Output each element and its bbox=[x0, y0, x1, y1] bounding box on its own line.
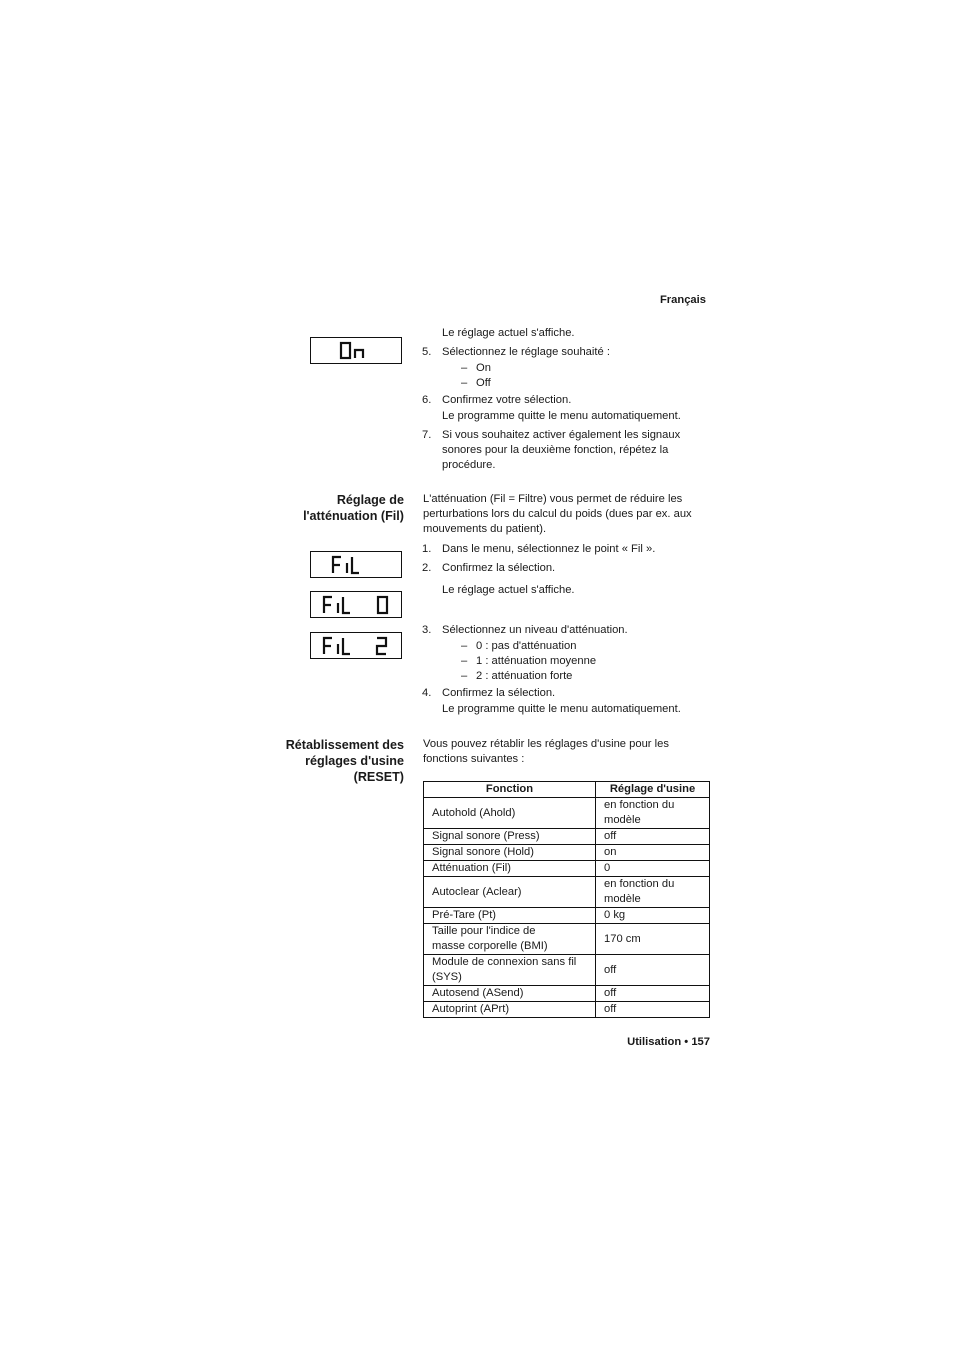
cell-default: off bbox=[596, 986, 710, 1002]
lcd-digit-n bbox=[355, 350, 363, 358]
table-row bbox=[424, 845, 710, 861]
option-on: On bbox=[476, 362, 491, 374]
cell-function: Signal sonore (Press) bbox=[424, 829, 596, 845]
fil-intro: perturbations lors du calcul du poids (dues par ex. aux bbox=[423, 508, 692, 520]
step-number: 5. bbox=[422, 346, 432, 358]
cell-function: Autohold (Ahold) bbox=[424, 798, 596, 829]
step-number: 1. bbox=[422, 543, 432, 555]
reset-intro: Vous pouvez rétablir les réglages d'usine pour les bbox=[423, 738, 669, 750]
table-row bbox=[424, 1002, 710, 1018]
step-text: Sélectionnez un niveau d'atténuation. bbox=[442, 624, 628, 636]
reset-intro: fonctions suivantes : bbox=[423, 753, 525, 765]
option-dash: – bbox=[461, 362, 468, 374]
table-row bbox=[424, 924, 710, 955]
cell-default: off bbox=[596, 829, 710, 845]
step-text: Confirmez la sélection. bbox=[442, 687, 556, 699]
cell-default: on bbox=[596, 845, 710, 861]
cell-function: Autoclear (Aclear) bbox=[424, 877, 596, 908]
cell-function: Signal sonore (Hold) bbox=[424, 845, 596, 861]
current-setting-text: Le réglage actuel s'affiche. bbox=[442, 327, 575, 339]
lcd-display-fil bbox=[310, 551, 402, 578]
option-off: Off bbox=[476, 377, 491, 389]
cell-function: Pré-Tare (Pt) bbox=[424, 908, 596, 924]
section-heading-reset: Rétablissement des réglages d'usine (RESET) bbox=[285, 738, 404, 784]
option-level-2: 2 : atténuation forte bbox=[476, 670, 573, 682]
lcd-fil-glyphs bbox=[311, 552, 403, 579]
cell-function: Atténuation (Fil) bbox=[424, 861, 596, 877]
step-number: 4. bbox=[422, 687, 432, 699]
cell-default: en fonction du modèle bbox=[596, 798, 710, 829]
cell-default: en fonction du modèle bbox=[596, 877, 710, 908]
step-text: Confirmez la sélection. bbox=[442, 562, 556, 574]
cell-function: Autoprint (APrt) bbox=[424, 1002, 596, 1018]
factory-settings-table bbox=[423, 781, 710, 1018]
step-text: procédure. bbox=[442, 459, 496, 471]
table-row bbox=[424, 908, 710, 924]
cell-default: off bbox=[596, 955, 710, 986]
lcd-display-fil-2 bbox=[310, 632, 402, 659]
option-dash: – bbox=[461, 377, 468, 389]
table-row bbox=[424, 955, 710, 986]
step-number: 2. bbox=[422, 562, 432, 574]
cell-function: Module de connexion sans fil (SYS) bbox=[424, 955, 596, 986]
fil-intro: L'atténuation (Fil = Filtre) vous permet de réduire les bbox=[423, 493, 683, 505]
cell-default: off bbox=[596, 1002, 710, 1018]
lcd-on-glyphs bbox=[311, 338, 403, 365]
table-row bbox=[424, 877, 710, 908]
step-text: sonores pour la deuxième fonction, répétez la bbox=[442, 444, 669, 456]
lcd-digit-o bbox=[341, 343, 350, 358]
lcd-display-fil-0 bbox=[310, 591, 402, 618]
option-dash: – bbox=[461, 670, 468, 682]
cell-default: 0 kg bbox=[596, 908, 710, 924]
current-setting-text: Le réglage actuel s'affiche. bbox=[442, 584, 575, 596]
table-row bbox=[424, 986, 710, 1002]
language-label: Français bbox=[659, 294, 706, 306]
step-number: 3. bbox=[422, 624, 432, 636]
table-row bbox=[424, 861, 710, 877]
table-row bbox=[424, 829, 710, 845]
option-dash: – bbox=[461, 655, 468, 667]
step-note: Le programme quitte le menu automatiquement. bbox=[442, 703, 681, 715]
column-header-default: Réglage d'usine bbox=[596, 782, 710, 798]
step-text: Si vous souhaitez activer également les signaux bbox=[442, 429, 681, 441]
table-body bbox=[424, 798, 710, 1018]
lcd-fil-0-glyphs bbox=[311, 592, 403, 619]
step-number: 6. bbox=[422, 394, 432, 406]
cell-function: Taille pour l'indice de masse corporelle (BMI) bbox=[424, 924, 596, 955]
fil-intro: mouvements du patient). bbox=[423, 523, 547, 535]
step-text: Sélectionnez le réglage souhaité : bbox=[442, 346, 610, 358]
table-row bbox=[424, 798, 710, 829]
step-number: 7. bbox=[422, 429, 432, 441]
option-level-0: 0 : pas d'atténuation bbox=[476, 640, 577, 652]
lcd-display-on bbox=[310, 337, 402, 364]
option-level-1: 1 : atténuation moyenne bbox=[476, 655, 597, 667]
step-note: Le programme quitte le menu automatiquement. bbox=[442, 410, 681, 422]
cell-function: Autosend (ASend) bbox=[424, 986, 596, 1002]
step-text: Confirmez votre sélection. bbox=[442, 394, 572, 406]
column-header-function: Fonction bbox=[424, 782, 596, 798]
option-dash: – bbox=[461, 640, 468, 652]
cell-default: 170 cm bbox=[596, 924, 710, 955]
table-header-row bbox=[424, 782, 710, 798]
cell-default: 0 bbox=[596, 861, 710, 877]
section-heading-fil: Réglage de l'atténuation (Fil) bbox=[303, 493, 404, 523]
page-footer: Utilisation • 157 bbox=[627, 1036, 710, 1048]
lcd-fil-2-glyphs bbox=[311, 633, 403, 660]
step-text: Dans le menu, sélectionnez le point « Fil ». bbox=[442, 543, 656, 555]
